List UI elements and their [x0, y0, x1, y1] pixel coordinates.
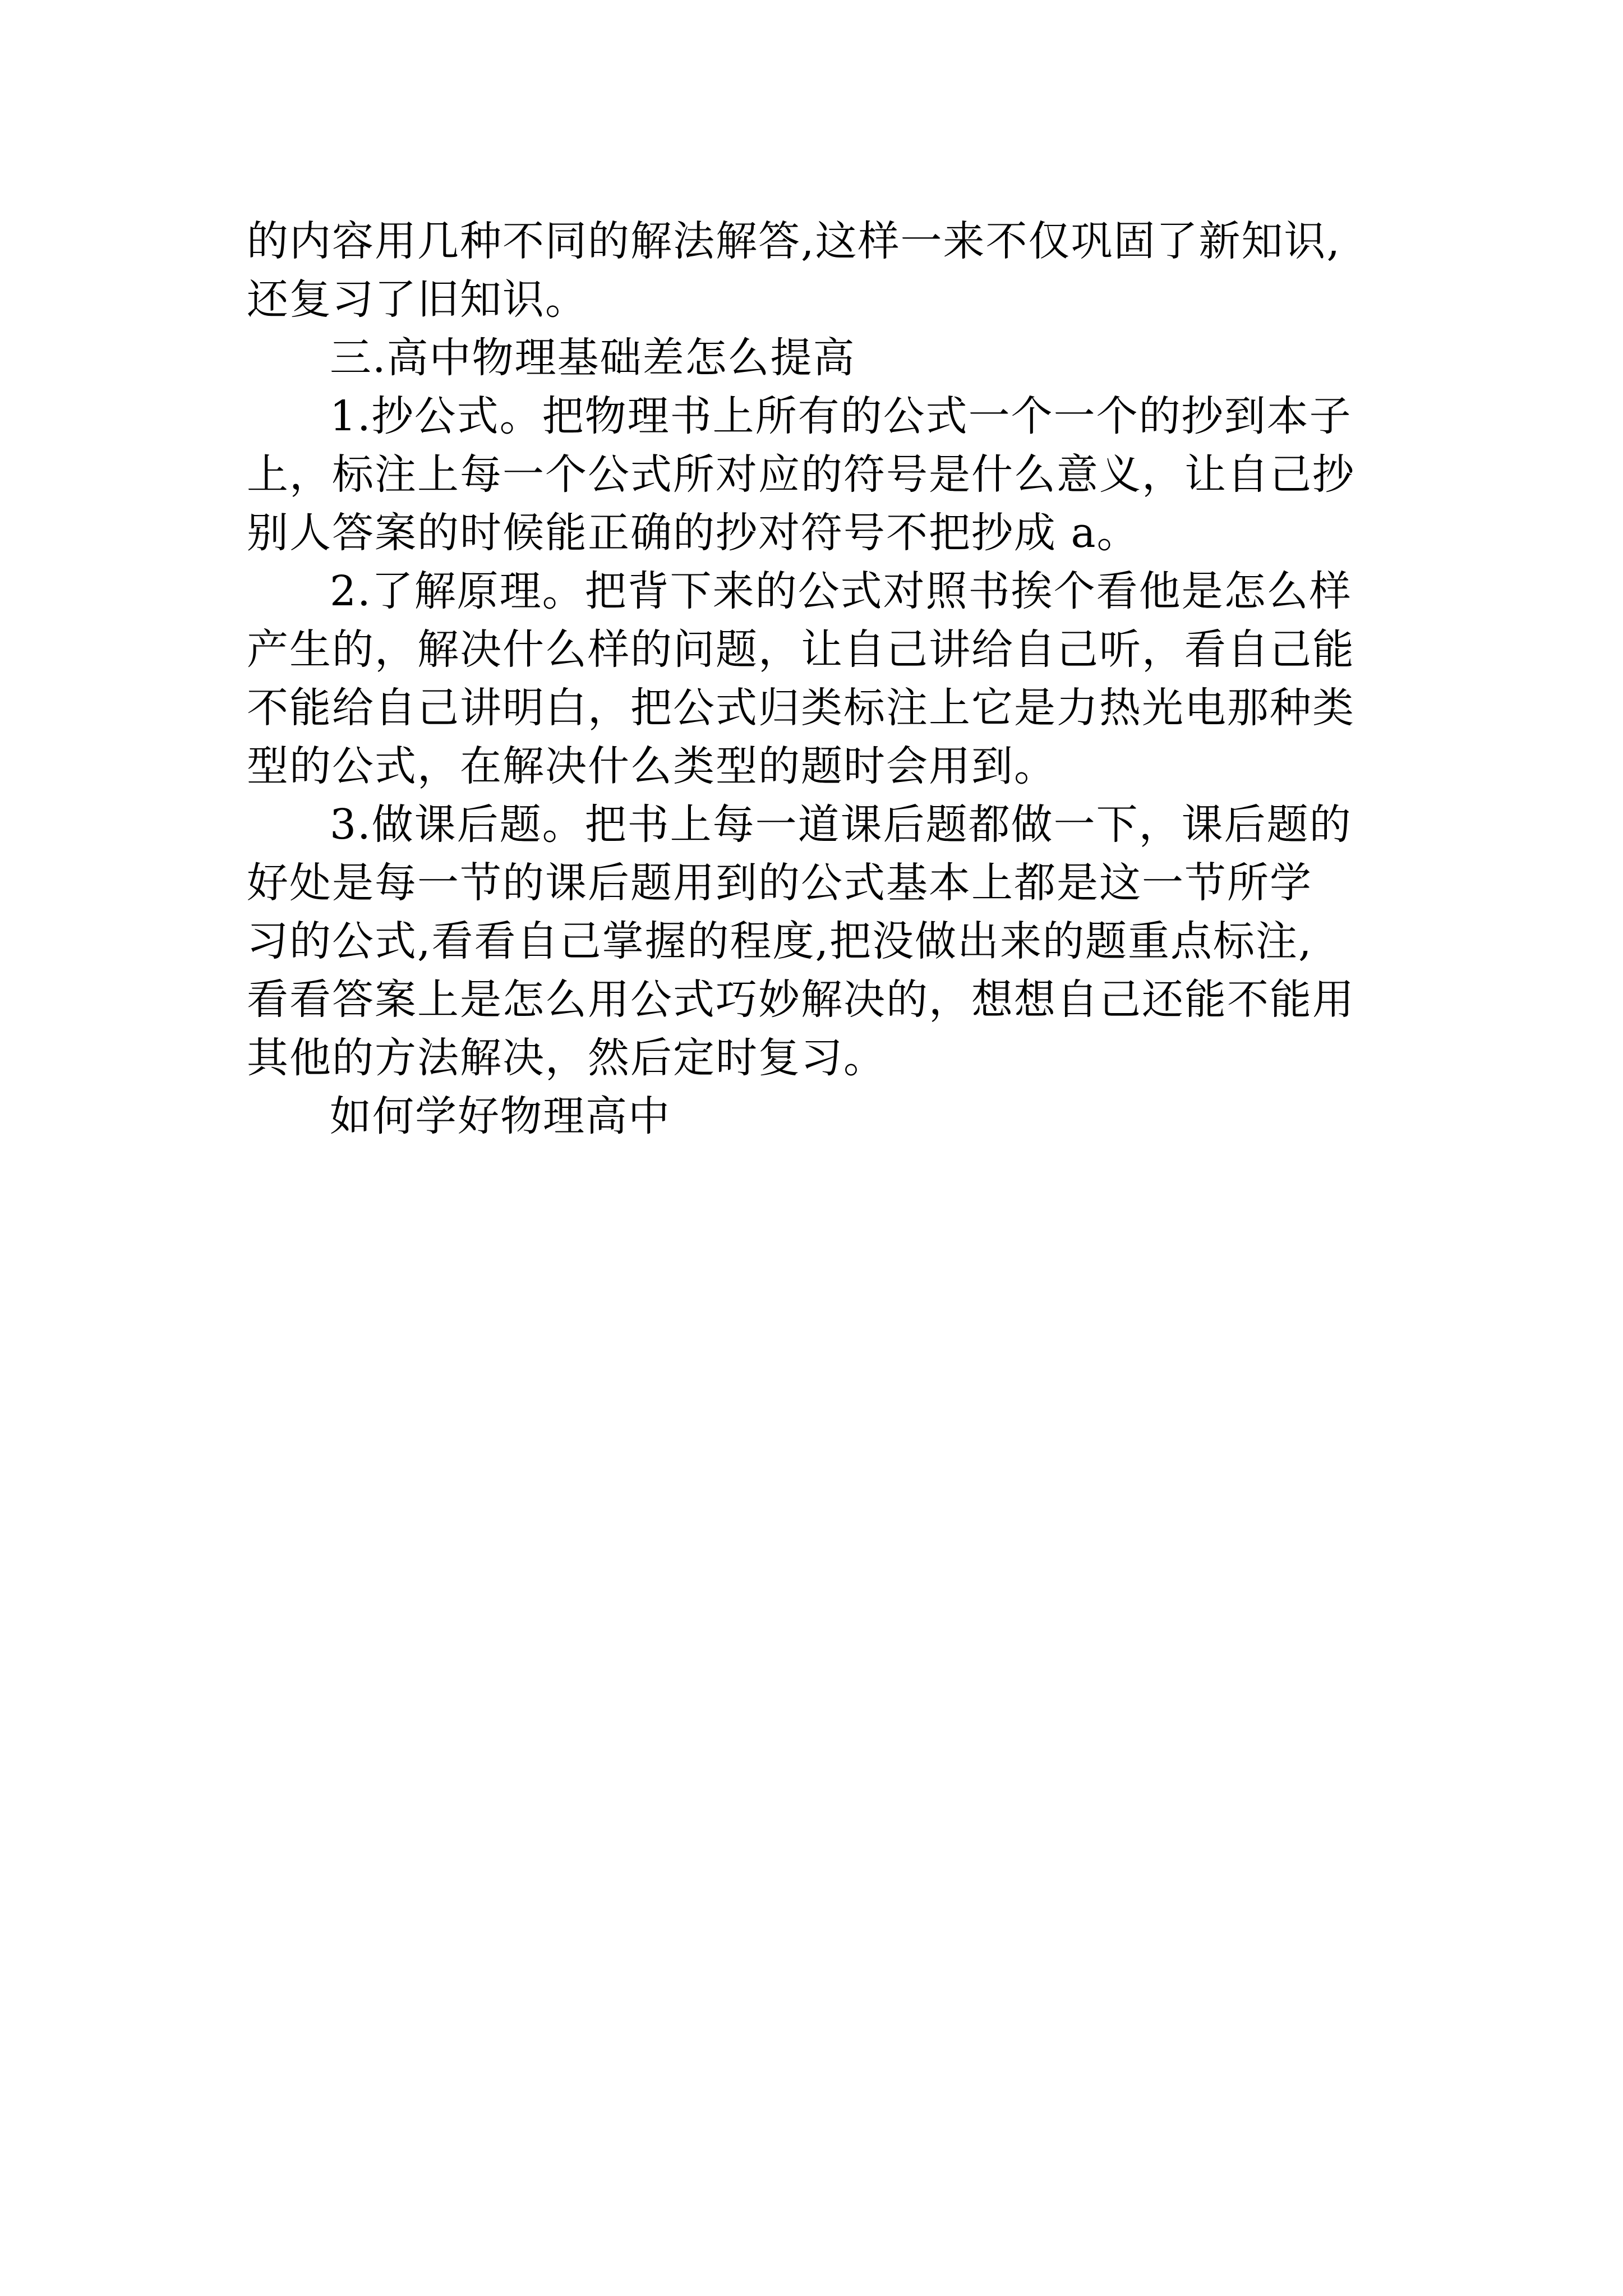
text-line: 如何学好物理高中 [330, 1092, 671, 1140]
text-line: 三.高中物理基础差怎么提高 [330, 334, 856, 382]
paragraph-understand-principles [247, 562, 1430, 795]
document-body [247, 212, 1430, 1145]
text-line: 不能给自己讲明白，把公式归类标注上它是力热光电那种类 [247, 684, 1355, 732]
closing-title [247, 1087, 1430, 1145]
text-line: 上，标注上每一个公式所对应的符号是什么意义，让自己抄 [247, 450, 1355, 499]
text-line: 习的公式,看看自己掌握的程度,把没做出来的题重点标注, [247, 917, 1313, 965]
text-line: 其他的方法解决，然后定时复习。 [247, 1034, 886, 1082]
text-line: 1.抄公式。把物理书上所有的公式一个一个的抄到本子 [330, 392, 1352, 440]
paragraph-homework [247, 795, 1430, 1087]
text-line: 的内容用几种不同的解法解答,这样一来不仅巩固了新知识, [247, 217, 1341, 265]
text-line: 还复习了旧知识。 [247, 275, 588, 324]
text-line: 2.了解原理。把背下来的公式对照书挨个看他是怎么样 [330, 567, 1352, 615]
text-line: 别人答案的时候能正确的抄对符号不把抄成 a。 [247, 509, 1140, 557]
text-line: 好处是每一节的课后题用到的公式基本上都是这一节所学 [247, 859, 1312, 907]
text-line: 看看答案上是怎么用公式巧妙解决的，想想自己还能不能用 [247, 976, 1355, 1024]
paragraph-copy-formulas [247, 387, 1430, 562]
paragraph-continuation [247, 212, 1430, 329]
section-heading [247, 329, 1430, 387]
text-line: 产生的，解决什么样的问题，让自己讲给自己听，看自己能 [247, 625, 1355, 674]
text-line: 3.做课后题。把书上每一道课后题都做一下，课后题的 [330, 800, 1352, 849]
text-line: 型的公式，在解决什么类型的题时会用到。 [247, 742, 1057, 790]
